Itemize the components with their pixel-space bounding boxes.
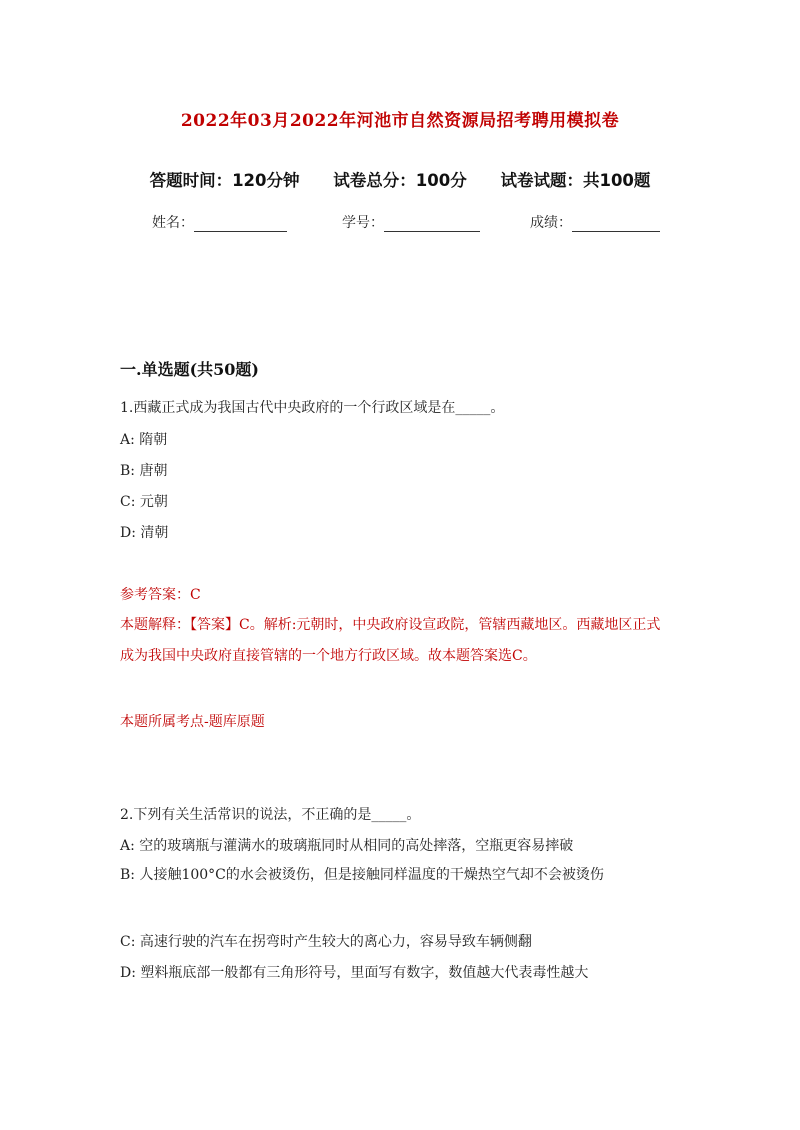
student-id-blank	[384, 215, 480, 232]
exam-time: 答题时间：120分钟	[149, 171, 300, 190]
name-blank	[194, 215, 287, 232]
question-1-option-d: D: 清朝	[120, 525, 169, 541]
question-1-option-c: C: 元朝	[120, 494, 168, 510]
grade-field	[530, 212, 660, 232]
exam-total-score: 试卷总分：100分	[333, 171, 467, 190]
student-id-label: 学号：	[342, 215, 384, 231]
grade-blank	[572, 215, 660, 232]
exam-meta	[0, 167, 800, 191]
question-2-option-c: C: 高速行驶的汽车在拐弯时产生较大的离心力，容易导致车辆侧翻	[120, 934, 532, 950]
student-id-field	[342, 212, 480, 232]
name-label: 姓名：	[152, 215, 194, 231]
student-info-fields	[0, 212, 800, 236]
grade-label: 成绩：	[530, 215, 572, 231]
question-2-option-b: B: 人接触100°C的水会被烫伤，但是接触同样温度的干燥热空气却不会被烫伤	[120, 867, 604, 883]
question-2-option-d: D: 塑料瓶底部一般都有三角形符号，里面写有数字，数值越大代表毒性越大	[120, 965, 589, 981]
section-title: 一.单选题(共50题)	[120, 360, 259, 379]
question-2-stem: 2.下列有关生活常识的说法，不正确的是_____。	[120, 807, 421, 823]
question-1-option-a: A: 隋朝	[120, 432, 168, 448]
exam-question-count: 试卷试题：共100题	[500, 171, 651, 190]
question-1-option-b: B: 唐朝	[120, 463, 168, 479]
question-1-answer: 参考答案：C	[120, 587, 201, 603]
question-1-explanation: 本题解释：【答案】C。解析:元朝时，中央政府设宣政院，管辖西藏地区。西藏地区正式成为我国中央政府直接管辖的一个地方行政区域。故本题答案选C。	[120, 617, 661, 664]
question-1-topic: 本题所属考点-题库原题	[120, 714, 265, 730]
exam-title: 2022年03月2022年河池市自然资源局招考聘用模拟卷	[180, 111, 620, 131]
name-field	[152, 212, 287, 232]
question-1-stem: 1.西藏正式成为我国古代中央政府的一个行政区域是在_____。	[120, 400, 505, 416]
question-2-option-a: A: 空的玻璃瓶与灌满水的玻璃瓶同时从相同的高处摔落，空瓶更容易摔破	[120, 838, 574, 854]
